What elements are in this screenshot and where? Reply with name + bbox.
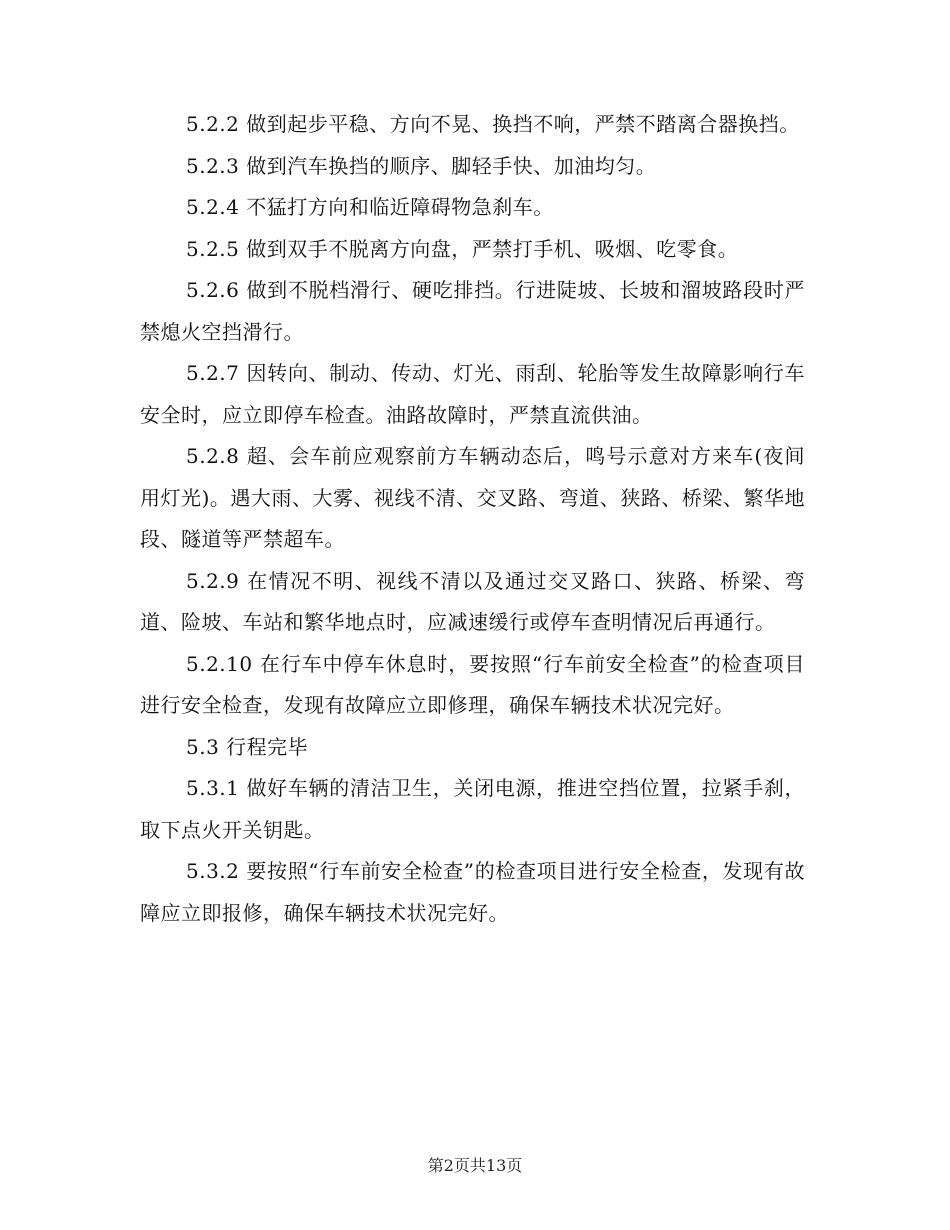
paragraph-5-2-10: 5.2.10 在行车中停车休息时，要按照“行车前安全检查”的检查项目进行安全检查，发现有故障应立即修理，确保车辆技术状况完好。 — [140, 651, 805, 717]
page-number-footer: 第2页共13页 — [427, 1156, 523, 1175]
paragraph-5-2-8: 5.2.8 超、会车前应观察前方车辆动态后，鸣号示意对方来车(夜间用灯光)。遇大雨、大雾、视线不清、交叉路、弯道、狭路、桥梁、繁华地段、隧道等严禁超车。 — [140, 444, 805, 551]
paragraph-5-2-3: 5.2.3 做到汽车换挡的顺序、脚轻手快、加油均匀。 — [186, 153, 657, 178]
paragraph-5-2-5: 5.2.5 做到双手不脱离方向盘，严禁打手机、吸烟、吃零食。 — [186, 236, 739, 261]
paragraph-5-3-1: 5.3.1 做好车辆的清洁卫生，关闭电源，推进空挡位置，拉紧手刹，取下点火开关钥匙。 — [140, 776, 805, 842]
paragraph-5-2-4: 5.2.4 不猛打方向和临近障碍物急刹车。 — [186, 195, 554, 219]
paragraph-5-2-7: 5.2.7 因转向、制动、传动、灯光、雨刮、轮胎等发生故障影响行车安全时，应立即停车检查。油路故障时，严禁直流供油。 — [140, 361, 805, 427]
paragraph-5-2-9: 5.2.9 在情况不明、视线不清以及通过交叉路口、狭路、桥梁、弯道、险坡、车站和繁华地点时，应减速缓行或停车查明情况后再通行。 — [140, 568, 805, 634]
paragraph-5-2-6: 5.2.6 做到不脱档滑行、硬吃排挡。行进陡坡、长坡和溜坡路段时严禁熄火空挡滑行。 — [140, 278, 805, 344]
paragraph-5-2-2: 5.2.2 做到起步平稳、方向不晃、换挡不响，严禁不踏离合器换挡。 — [186, 112, 800, 136]
document-body — [140, 104, 805, 934]
section-heading-5-3: 5.3 行程完毕 — [186, 734, 309, 759]
paragraph-5-3-2: 5.3.2 要按照“行车前安全检查”的检查项目进行安全检查，发现有故障应立即报修，确保车辆技术状况完好。 — [140, 859, 805, 925]
